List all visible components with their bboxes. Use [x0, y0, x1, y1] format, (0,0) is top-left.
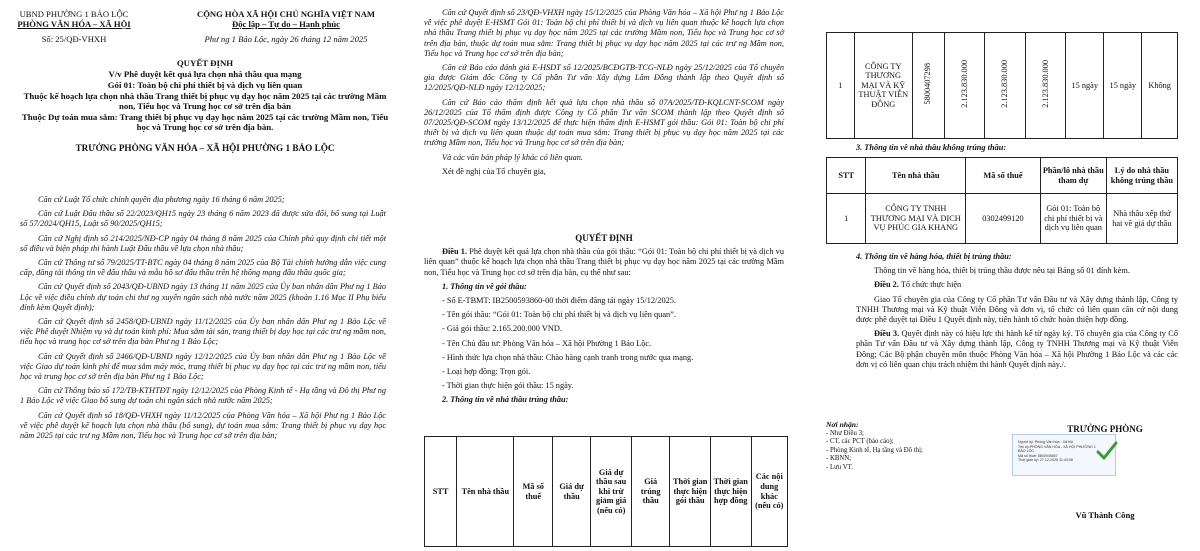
legal-basis: Căn cứ Nghị định số 214/2025/NĐ-CP ngày 04 tháng 8 năm 2025 của Chính phủ quy định chi tiết một số điều và biện pháp thi hành Luật Đấu thầu về lựa chọn nhà thầu; [20, 233, 386, 253]
legal-basis: Căn cứ Quyết định số 18/QĐ-VHXH ngày 11/12/2025 của Phòng Văn hóa – Xã hội Phư ng 1 Bảo Lộc về việc phê duyệt kế hoạch lựa chọn nhà thầu (bổ sung), dự toán mua sắm: Trang thiết bị phục vụ dạy học năm 2025 tại các trư ng Mầm non, Tiểu học và Trung học cơ sở trên địa bàn; [20, 410, 386, 441]
cell-bid-price [944, 33, 985, 139]
closing-articles [856, 252, 1178, 374]
cell-package-duration: 15 ngày [1066, 33, 1104, 139]
article-3-label: Điều 3. [874, 329, 900, 339]
col-tax-code: Mã số thuế [514, 437, 552, 547]
cell-bidder-name: CÔNG TY THƯƠNG MẠI VÀ KỸ THUẬT VIỄN ĐÔNG [854, 33, 912, 139]
legal-basis: Căn cứ Luật Đấu thầu số 22/2023/QH15 ngày 23 tháng 6 năm 2023 đã được sửa đổi, bổ sung tại Luật số 57/2024/QH15, Luật số 90/2025/QH15; [20, 209, 386, 229]
cell-lot: Gói 01: Toàn bộ chi phí thiết bị và dịch vụ liên quan [1040, 194, 1106, 244]
stamp-line: BẢO LỘC [1018, 449, 1034, 454]
nation-name: CỘNG HÒA XÃ HỘI CHỦ NGHĨA VIỆT NAM [196, 9, 376, 19]
cell-stt: 1 [827, 194, 866, 244]
estimate-name: Thuộc Dự toán mua sắm: Trang thiết bị phục vụ dạy học năm 2025 tại các trường Mầm non, Tiểu học và Trung học cơ sở trên địa bàn. [21, 111, 389, 132]
recipient-item: - Phòng Kinh tế, Hạ tầng và Đô thị; [826, 446, 923, 454]
stamp-line: Thời gian ký: 27-12-2025 11:43:08 [1018, 458, 1073, 463]
col-stt: STT [425, 437, 457, 547]
decision-heading: QUYẾT ĐỊNH [575, 233, 633, 243]
doc-type: QUYẾT ĐỊNH [176, 58, 234, 68]
winner-table-header [424, 436, 788, 547]
package-info-item: - Số E-TBMT: IB2500593860-00 thời điểm đăng tải ngày 15/12/2025. [442, 296, 676, 306]
col-bidder-name: Tên nhà thầu [457, 437, 514, 547]
cell-tax-code [912, 33, 944, 139]
section-1-heading: 1. Thông tin về gói thầu: [442, 281, 527, 291]
legal-basis: Căn cứ Báo cáo thẩm định kết quả lựa chọn nhà thầu số 07A/2025/TĐ-KQLCNT-SCOM ngày 26/12/2025 của Tổ thẩm định được Công ty Cổ phần Tư vấn SCOM thành lập theo Quyết định số 07/2025/QĐ-SCOM ngày 13/12/2025 để thực hiện thẩm định E-HSMT gói thầu: Gói 01: Toàn bộ chi phí thiết bị và dịch vụ liên quan thuộc dự toán mua sắm: Trang thiết bị phục vụ dạy học năm 2025 tại các trường Mầm non, Tiểu học và Trung học cơ sở trên địa bàn; [424, 97, 784, 148]
section-2-heading: 2. Thông tin về nhà thầu trúng thầu: [442, 395, 569, 405]
col-tax-code: Mã số thuế [966, 158, 1041, 194]
section-3-heading: 3. Thông tin về nhà thầu không trúng thầu: [856, 143, 1007, 152]
cell-award-price [1025, 33, 1066, 139]
signer-title: TRƯỞNG PHÒNG [1067, 424, 1143, 434]
package-info-item: - Loại hợp đồng: Trọn gói. [442, 367, 531, 377]
proposal-line: Xét đề nghị của Tổ chuyên gia, [442, 166, 546, 176]
checkmark-icon [1096, 440, 1118, 462]
cell-other-content: Không [1142, 33, 1178, 139]
national-heading [180, 9, 392, 44]
legal-basis: Và các văn bản pháp lý khác có liên quan. [442, 152, 584, 162]
article-3 [856, 329, 1178, 370]
col-bidder-name: Tên nhà thầu [866, 158, 966, 194]
discounted-price-text: 2.123.830.000 [1000, 60, 1010, 109]
article-2-label: Điều 2. [874, 280, 899, 290]
bid-price-text: 2.123.830.000 [959, 60, 969, 109]
legal-basis: Căn cứ Báo cáo đánh giá E-HSDT số 12/2025/BCĐGTB-TCG-NLĐ ngày 25/12/2025 của Tổ chuyên gia được Giám đốc Công ty Cổ phần Tư vấn Xây dựng Lâm Đồng thành lập theo Quyết định số 12/2025/QĐ-NLĐ ngày 12/12/2025; [424, 63, 784, 93]
package-name: Gói 01: Toàn bộ chi phí thiết bị và dịch vụ liên quan [107, 80, 303, 90]
col-lot: Phần/lô nhà thầu tham dự [1040, 158, 1106, 194]
cell-contract-duration: 15 ngày [1104, 33, 1142, 139]
document-page-2 [400, 0, 800, 551]
recipient-item: - KBNN; [826, 455, 852, 463]
legal-basis: Căn cứ Quyết định số 2466/QĐ-UBND ngày 12/12/2025 của Ủy ban nhân dân Phư ng 1 Bảo Lộc về việc Giao dự toán kinh phí để mua sắm máy móc, trang thiết bị phục vụ dạy học tại các trư ng mầm non, tiểu học và trung học cơ sở trên địa bàn Phư ng 1 Bảo Lộc; [20, 351, 386, 382]
stamp-line: Người ký: Phòng Văn hóa - Xã hội [1018, 440, 1073, 444]
col-discounted-price: Giá dự thầu sau khi trừ giảm giá (nếu có) [591, 437, 632, 547]
article-1-text: Phê duyệt kết quả lựa chọn nhà thầu của gói thầu: “Gói 01: Toàn bộ chi phí thiết bị và dịch vụ liên quan” thuộc kế hoạch lựa chọn nhà thầu Trang thiết bị phục vụ dạy học năm 2025 tại các trường Mầm non, Tiểu học và Trung học cơ sở trên địa bàn, cụ thể như sau: [424, 247, 784, 277]
col-contract-duration: Thời gian thực hiện hợp đồng [710, 437, 751, 547]
col-other-content: Các nội dung khác (nếu có) [751, 437, 787, 547]
plan-name: Thuộc kế hoạch lựa chọn nhà thầu Trang thiết bị phục vụ dạy học năm 2025 tại các trường Mầm non, Tiểu học và Trung học cơ sở trên địa bàn [23, 90, 387, 111]
legal-basis: Căn cứ Quyết định số 23/QĐ-VHXH ngày 15/12/2025 của Phòng Văn hóa – Xã hội Phư ng 1 Bảo Lộc về việc phê duyệt E-HSMT Gói 01: Toàn bộ chi phí thiết bị và dịch vụ liên quan thuộc kế hoạch lựa chọn nhà thầu Trang thiết bị phục vụ dạy học năm 2025 tại các trường Mầm non, Tiểu học và Trung học cơ sở trên địa bàn, thuộc dự toán mua sắm: Trang thiết bị phục vụ dạy học năm 2025 tại các trư ng Mầm non, Tiểu học và Trung học cơ sở trên địa bàn; [424, 8, 784, 58]
doc-subject: V/v Phê duyệt kết quả lựa chọn nhà thầu qua mạng [108, 68, 302, 79]
article-1-label: Điều 1. [442, 247, 468, 257]
recipient-item: - Như Điều 3; [826, 429, 864, 437]
table-row [827, 33, 1178, 139]
cell-reason: Nhà thầu xếp thứ hai về giá dự thầu [1106, 194, 1177, 244]
legal-basis: Căn cứ Luật Tổ chức chính quyền địa phương ngày 16 tháng 6 năm 2025; [38, 195, 285, 204]
legal-basis: Căn cứ Thông báo số 172/TB-KTHTĐT ngày 12/12/2025 của Phòng Kinh tế - Hạ tầng và Đô thị Phư ng 1 Bảo Lộc về việc Giao bổ sung dự toán chi ngân sách nhà nước năm 2025; [20, 386, 386, 406]
stamp-line: Tên ký:PHÒNG VĂN HÓA - XÃ HỘI PHƯỜNG 1 [1018, 444, 1096, 449]
recipient-item: - Lưu VT. [826, 463, 854, 471]
cell-tax-code: 0302499120 [966, 194, 1041, 244]
tax-code-text: 5800407298 [923, 63, 933, 105]
article-1 [424, 247, 784, 278]
award-price-text: 2.123.830.000 [1040, 60, 1050, 109]
col-reason: Lý do nhà thầu không trúng thầu [1106, 158, 1177, 194]
document-title [20, 58, 390, 153]
col-package-duration: Thời gian thực hiện gói thầu [670, 437, 711, 547]
document-page-3 [800, 0, 1200, 551]
agency-name: PHÒNG VĂN HÓA – XÃ HỘI [17, 19, 131, 29]
place-date: Phư ng 1 Bảo Lộc, ngày 26 tháng 12 năm 2025 [204, 34, 368, 44]
issuing-agency [14, 9, 134, 44]
section-4-text: Thông tin về hàng hóa, thiết bị trúng thầu được nêu tại Bảng số 01 đính kèm. [874, 266, 1130, 276]
recipients-label: Nơi nhận: [826, 420, 859, 429]
recipients [826, 421, 1016, 473]
loser-table [826, 157, 1178, 244]
package-info-item: - Thời gian thực hiện gói thầu: 15 ngày. [442, 381, 574, 391]
authority-name: TRƯỞNG PHÒNG VĂN HÓA – XÃ HỘI PHƯỜNG 1 BẢO LỘC [75, 142, 335, 153]
document-page-1 [0, 0, 400, 551]
nation-motto: Độc lập – Tự do – Hạnh phúc [232, 19, 340, 29]
legal-bases-2 [424, 8, 784, 181]
table-row [827, 194, 1178, 244]
col-stt: STT [827, 158, 866, 194]
table-header-row [827, 158, 1178, 194]
package-info-item: - Giá gói thầu: 2.165.200.000 VND. [442, 324, 562, 334]
legal-basis: Căn cứ Quyết định số 2458/QĐ-UBND ngày 11/12/2025 của Ủy ban nhân dân Phư ng 1 Bảo Lộc về việc Phê duyệt Nhiệm vụ và dự toán kinh phí: Mua sắm tài sản, trang thiết bị dạy học tại các trư ng mầm non, tiểu học và trung học cơ sở trên địa bàn Phư ng 1 Bảo Lộc; [20, 317, 386, 347]
legal-basis: Căn cứ Thông tư số 79/2025/TT-BTC ngày 04 tháng 8 năm 2025 của Bộ Tài chính hướng dẫn việc cung cấp, đăng tải thông tin về đấu thầu và mẫu hồ sơ đấu thầu trên hệ thống mạng đấu thầu quốc gia; [20, 258, 386, 278]
agency-parent: UBND PHƯỜNG 1 BẢO LỘC [19, 9, 129, 19]
cell-stt: 1 [827, 33, 855, 139]
col-bid-price: Giá dự thầu [552, 437, 590, 547]
article-2-text: Giao Tổ chuyên gia của Công ty Cổ phần Tư vấn Đầu tư và Xây dựng thành lập, Công ty TNHH Thương mại và Kỹ thuật Viễn Đông và đơn vị, tổ chức có liên quan căn cứ nội dung được phê duyệt tại Điều 1 Quyết định này, tiến hành tổ chức hoàn thiện hợp đồng. [856, 294, 1178, 325]
article-2-heading [856, 280, 1178, 290]
cell-discounted-price [985, 33, 1026, 139]
document-number: Số: 25/QĐ-VHXH [41, 34, 107, 44]
section-4-heading: 4. Thông tin về hàng hóa, thiết bị trúng thầu: [856, 252, 1012, 261]
package-info-item: - Tên gói thầu: “Gói 01: Toàn bộ chi phí thiết bị và dịch vụ liên quan”. [442, 310, 676, 320]
winner-table-row [826, 32, 1178, 139]
article-2-title: Tổ chức thực hiện [900, 280, 962, 290]
decision-body [424, 233, 784, 410]
cell-bidder-name: CÔNG TY TNHH THƯƠNG MẠI VÀ DỊCH VỤ PHÚC GIA KHANG [866, 194, 966, 244]
col-award-price: Giá trúng thầu [631, 437, 669, 547]
legal-basis: Căn cứ Quyết định số 2043/QĐ-UBND ngày 13 tháng 11 năm 2025 của Ủy ban nhân dân Phư ng 1 Bảo Lộc về việc điều chỉnh dự toán chi thư ng xuyên ngân sách nhà nước năm 2025 (khoản 1.16 Mục II Phụ biểu đính kèm Quyết định); [20, 282, 386, 312]
package-info-item: - Hình thức lựa chọn nhà thầu: Chào hàng cạnh tranh trong nước qua mạng. [442, 352, 694, 362]
signer-name: Vũ Thành Công [1075, 510, 1135, 520]
package-info-item: - Tên Chủ đầu tư: Phòng Văn hóa – Xã hội Phường 1 Bảo Lộc. [442, 338, 652, 348]
stamp-line: Mã số thuế: 5800945807 [1018, 453, 1058, 458]
legal-bases-1 [20, 195, 386, 445]
article-3-text: Quyết định này có hiệu lực thi hành kể từ ngày ký. Tổ chuyên gia của Công ty Cổ phần Tư vấn Đầu tư và Xây dựng thành lập, Công ty TNHH Thương mại và Kỹ thuật Viễn Đông; Các Bộ phận chuyên môn thuộc Phòng Văn hóa – Xã hội Phường 1 Bảo Lộc và các các đơn vị có liên quan chịu trách nhiệm thi hành Quyết định này./. [856, 329, 1178, 369]
recipient-item: - CT, các PCT (báo cáo); [826, 438, 894, 446]
